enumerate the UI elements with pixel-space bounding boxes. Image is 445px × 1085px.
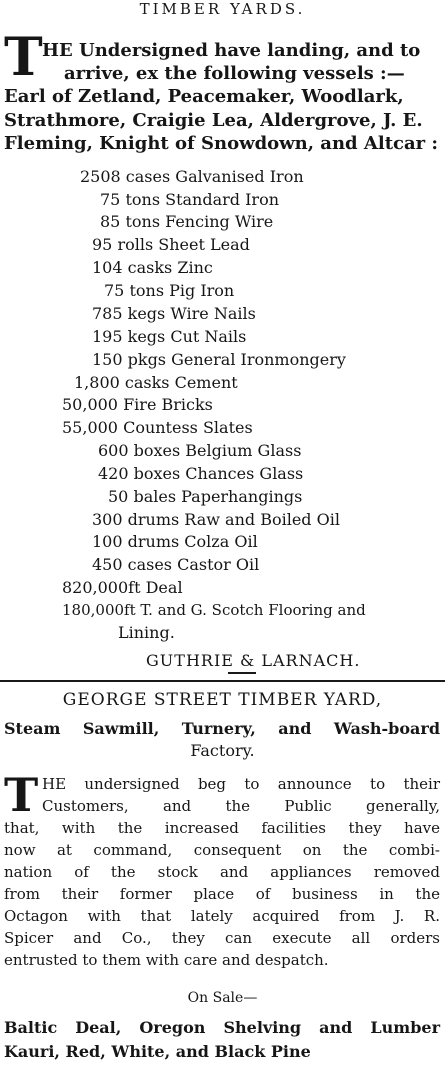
body-line: that, with the increased facilities they have [4,819,440,837]
inventory-item: 600 boxes Belgium Glass [98,441,302,460]
advertiser-signature: GUTHRIE & LARNACH. [146,651,361,670]
inventory-item: 55,000 Countess Slates [62,418,253,437]
inventory-item: 50 bales Paperhangings [108,487,303,506]
inventory-item: 420 boxes Chances Glass [98,464,304,483]
advertisement-divider [0,680,445,682]
body-line: nation of the stock and appliances removed [4,863,440,881]
inventory-item: 95 rolls Sheet Lead [92,235,250,254]
ad-heading: TIMBER YARDS. [139,0,306,18]
inventory-item: Lining. [118,623,175,642]
inventory-item: 450 cases Castor Oil [92,555,260,574]
inventory-item: 2508 cases Galvanised Iron [80,167,304,186]
inventory-item: 1,800 casks Cement [74,373,238,392]
body-line: now at command, consequent on the combi- [4,841,440,859]
inventory-item: 104 casks Zinc [92,258,213,277]
sale-line: Kauri, Red, White, and Black Pine [4,1042,311,1061]
inventory-item: 50,000 Fire Bricks [62,395,213,414]
column-divider [228,672,256,674]
body-line: Octagon with that lately acquired from J. R. [4,907,440,925]
inventory-item: 180,000ft T. and G. Scotch Flooring and [62,601,366,619]
body-line: Customers, and the Public generally, [42,797,440,815]
inventory-item: 100 drums Colza Oil [92,532,258,551]
intro-line: arrive, ex the following vessels :— [64,63,405,84]
inventory-item: 820,000ft Deal [62,578,183,597]
intro-line: Earl of Zetland, Peacemaker, Woodlark, [4,86,404,107]
body-line: from their former place of business in the [4,885,440,903]
body-line: Spicer and Co., they can execute all orders [4,929,440,947]
drop-cap: T [4,768,39,822]
inventory-item: 75 tons Standard Iron [100,190,280,209]
body-line: HE undersigned beg to announce to their [42,775,440,793]
subheading-line: Steam Sawmill, Turnery, and Wash-board [4,719,440,738]
drop-cap: T [4,27,43,88]
inventory-item: 300 drums Raw and Boiled Oil [92,510,340,529]
inventory-item: 195 kegs Cut Nails [92,327,247,346]
inventory-item: 150 pkgs General Ironmongery [92,350,346,369]
ad-heading: GEORGE STREET TIMBER YARD, [62,690,383,710]
inventory-item: 785 kegs Wire Nails [92,304,256,323]
intro-line: Fleming, Knight of Snowdown, and Altcar : [4,133,439,154]
inventory-item: 75 tons Pig Iron [104,281,235,300]
on-sale-heading: On Sale— [187,990,258,1006]
inventory-item: 85 tons Fencing Wire [100,212,274,231]
sale-line: Baltic Deal, Oregon Shelving and Lumber [4,1018,440,1037]
subheading-line: Factory. [190,741,255,760]
intro-line: Strathmore, Craigie Lea, Aldergrove, J. E. [4,110,423,131]
intro-line: HE Undersigned have landing, and to [42,40,421,61]
body-line: entrusted to them with care and despatch. [4,951,329,969]
